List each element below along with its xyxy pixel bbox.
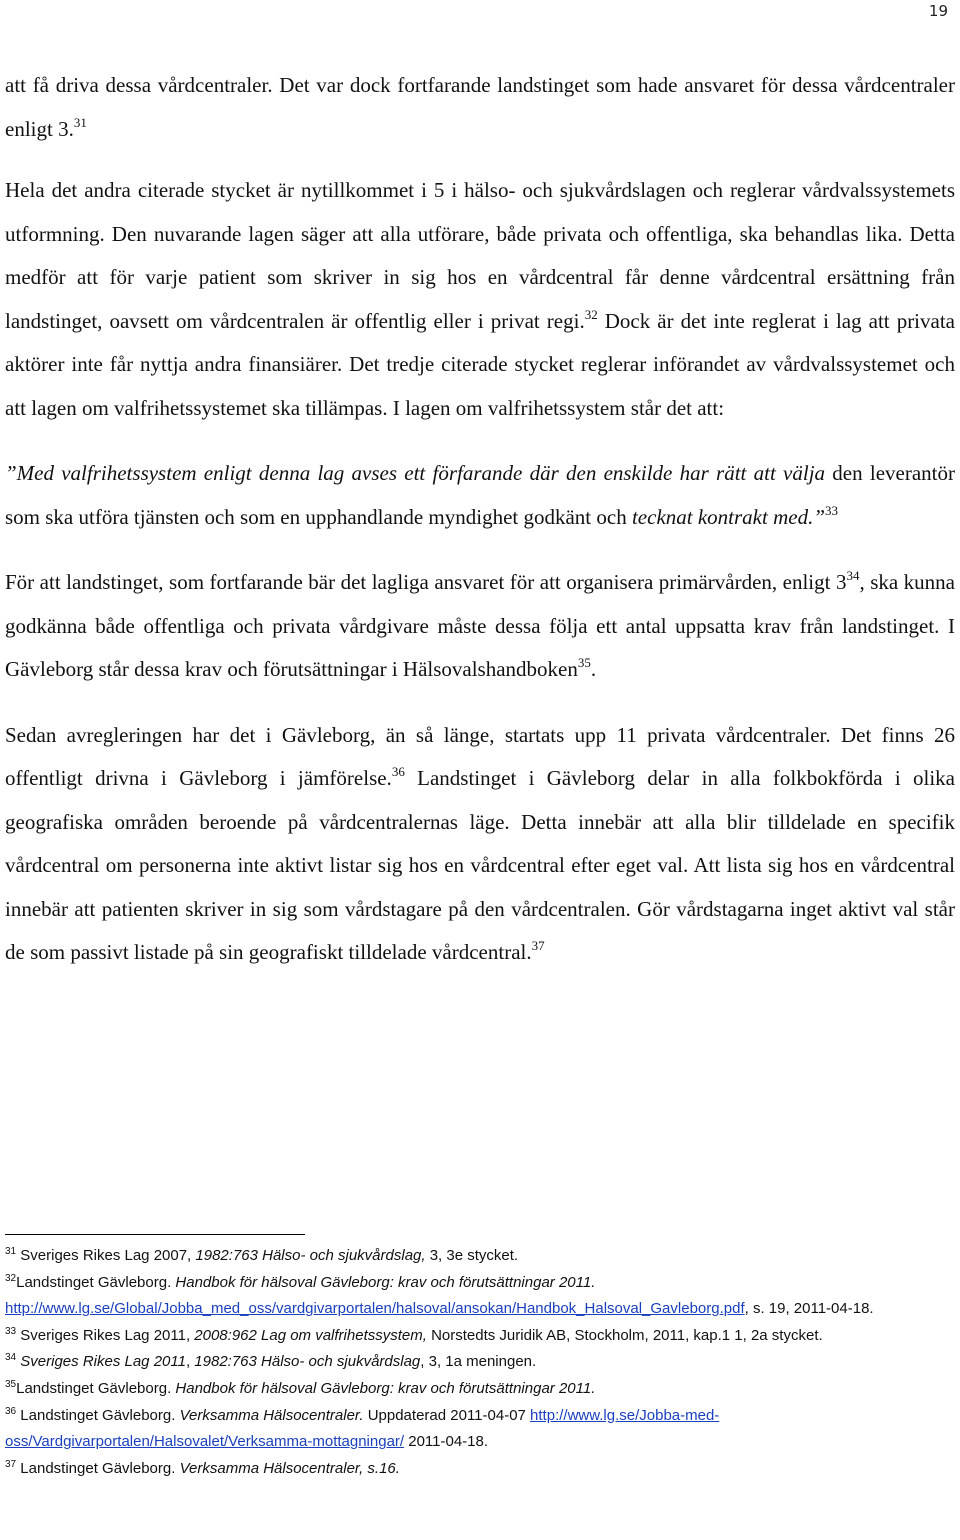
footnote-ref-32[interactable]: 32: [584, 306, 598, 322]
footnote-ref-35[interactable]: 35: [577, 655, 591, 670]
footnote-text: Landstinget Gävleborg.: [16, 1273, 176, 1291]
footnote-35: [5, 1376, 955, 1403]
footnote-text: , 3, 1a meningen.: [420, 1353, 537, 1371]
footnote-text: Sveriges Rikes Lag 2011,: [16, 1326, 195, 1344]
footnote-text: 2011-04-18.: [404, 1433, 489, 1451]
paragraph-1-text: att få driva dessa vårdcentraler. Det var dock fortfarande landstinget som hade ansvaret för dessa vårdcentraler enligt 3.: [5, 73, 955, 141]
paragraph-4-text-b: Landstinget i Gävleborg delar in alla folkbokförda i olika geografiska områden beroende på vårdcentralernas läge. Detta innebär att alla blir tilldelade en specifik vårdcentral om personerna inte aktivt listar sig hos en vårdcentral efter eget val. Att lista sig hos en vårdcentral innebär att patienten skriver in sig som vårdstagare på den vårdcentralen. Gör vårdstagarna inget aktivt val står de som passivt listade på sin geografiskt tilldelade vårdcentral.: [5, 766, 955, 964]
footnote-link[interactable]: http://www.lg.se/Jobba-med-oss/Vardgivarportalen/Halsovalet/Verksamma-mottagningar/: [5, 1406, 720, 1451]
quote-text-c: tecknat kontrakt med.”: [631, 504, 825, 529]
footnote-number: 34: [5, 1352, 17, 1364]
footnote-32: [5, 1270, 955, 1323]
footnote-number: 31: [5, 1246, 17, 1257]
footnote-title: Verksamma Hälsocentraler.: [179, 1406, 364, 1424]
footnote-ref-36[interactable]: 36: [391, 764, 405, 779]
quote-text-b: den leverantör som ska utföra tjänsten och som en upphandlande myndighet godkänt och: [5, 461, 955, 529]
paragraph-4: [5, 714, 955, 975]
footnote-text: Sveriges Rikes Lag 2007,: [16, 1247, 196, 1264]
footnote-number: 33: [5, 1325, 17, 1337]
footnote-text: Landstinget Gävleborg.: [16, 1379, 176, 1397]
paragraph-3-text-a: För att landstinget, som fortfarande bär det lagliga ansvaret för att organisera primärvården, enligt 3: [5, 570, 847, 594]
footnote-title: 1982:763 Hälso- och sjukvårdslag: [194, 1353, 421, 1371]
footnote-title: Verksamma Hälsocentraler, s.16.: [179, 1459, 400, 1477]
quote-text-a: ”Med valfrihetssystem enligt denna lag avses ett förfarande där den enskilde har rätt att välja: [5, 461, 826, 485]
footnote-ref-31[interactable]: 31: [73, 114, 87, 130]
footnote-number: 37: [5, 1458, 17, 1470]
footnote-33: [5, 1323, 955, 1350]
footnote-text: 3, 3e stycket.: [425, 1247, 519, 1264]
paragraph-2: [5, 169, 955, 430]
footnote-text: Norstedts Juridik AB, Stockholm, 2011, kap.1 1, 2a stycket.: [426, 1326, 823, 1344]
block-quote: [5, 452, 955, 539]
footnote-36: [5, 1403, 955, 1456]
footnote-link[interactable]: http://www.lg.se/Global/Jobba_med_oss/vardgivarportalen/halsoval/ansokan/Handbok_Halsoval_Gavleborg.pdf: [5, 1300, 745, 1318]
footnote-number: 35: [5, 1378, 17, 1390]
footnote-title: Handbok för hälsoval Gävleborg: krav och förutsättningar 2011.: [175, 1273, 596, 1291]
footnote-title: Sveriges Rikes Lag 2011: [16, 1353, 186, 1371]
page-number: 19: [928, 2, 948, 20]
paragraph-4-text-a: Sedan avregleringen har det i Gävleborg, än så länge, startats upp 11 privata vårdcentraler. Det finns 26 offentligt drivna i Gävleborg i jämförelse.: [5, 722, 955, 790]
footnote-ref-37[interactable]: 37: [531, 938, 545, 953]
footnote-text: Landstinget Gävleborg.: [16, 1406, 180, 1424]
paragraph-2-text-b: Dock är det inte reglerat i lag att privata aktörer inte får nyttja andra finansiärer. Det tredje citerade stycket reglerar införandet av vårdvalssystemet och att lagen om valfrihetssystemet ska tillämpas. I lagen om valfrihetssystem står det att:: [5, 308, 955, 420]
footnote-separator: [5, 1234, 305, 1235]
footnote-title: 1982:763 Hälso- och sjukvårdslag,: [195, 1247, 426, 1264]
paragraph-3-text-c: .: [590, 657, 597, 681]
footnote-text: Uppdaterad 2011-04-07: [363, 1406, 531, 1424]
paragraph-2-text-a: Hela det andra citerade stycket är nytillkommet i 5 i hälso- och sjukvårdslagen och reglerar vårdvalssystemets utformning. Den nuvarande lagen säger att alla utförare, både privata och offentliga, ska behandlas lika. Detta medför att för varje patient som skriver in sig hos en vårdcentral får denne vårdcentral ersättning från landstinget, oavsett om vårdcentralen är offentlig eller i privat regi.: [5, 178, 955, 333]
paragraph-3-text-b: , ska kunna godkänna både offentliga och privata vårdgivare måste dessa följa ett antal uppsatta krav från landstinget. I Gävleborg står dessa krav och förutsättningar i Hälsovalshandboken: [5, 570, 955, 681]
footnote-31: [5, 1243, 955, 1270]
paragraph-3: [5, 561, 955, 692]
footnotes: [5, 1243, 955, 1482]
footnote-ref-34[interactable]: 34: [846, 568, 860, 583]
body-text: [5, 64, 955, 997]
footnote-number: 32: [5, 1272, 17, 1284]
footnote-ref-33[interactable]: 33: [825, 502, 838, 518]
footnote-title: Handbok för hälsoval Gävleborg: krav och förutsättningar 2011.: [175, 1379, 596, 1397]
footnote-text: Landstinget Gävleborg.: [16, 1459, 180, 1477]
footnote-text: ,: [185, 1353, 195, 1371]
footnote-number: 36: [5, 1405, 17, 1417]
paragraph-1: [5, 64, 955, 151]
footnote-34: [5, 1349, 955, 1376]
footnote-text: , s. 19, 2011-04-18.: [744, 1300, 874, 1318]
footnote-title: 2008:962 Lag om valfrihetssystem,: [194, 1326, 427, 1344]
footnote-37: [5, 1456, 955, 1483]
